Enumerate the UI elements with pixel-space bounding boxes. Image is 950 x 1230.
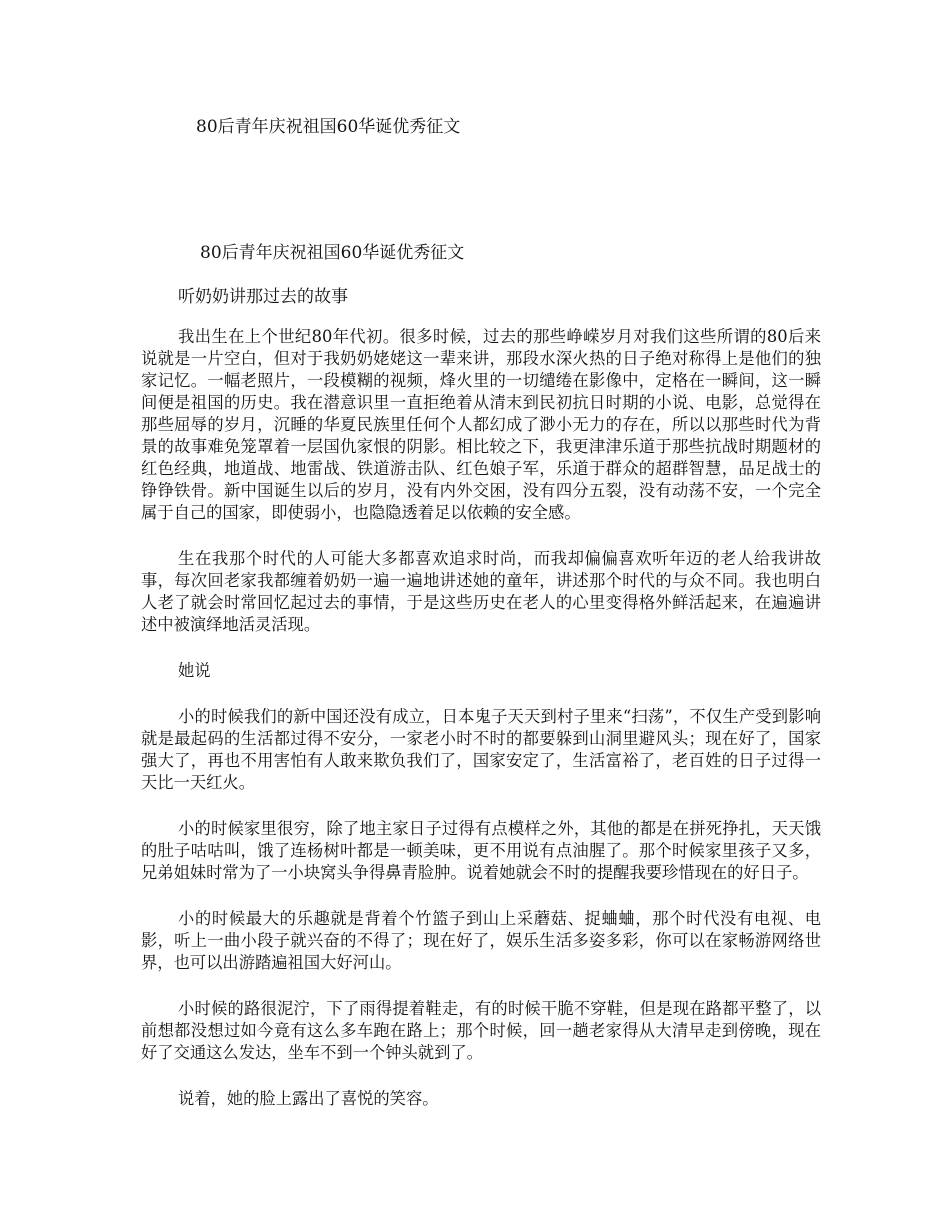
- document-title: 80后青年庆祝祖国60华诞优秀征文: [196, 117, 461, 137]
- paragraph: 生在我那个时代的人可能大多都喜欢追求时尚，而我却偏偏喜欢听年迈的老人给我讲故事，每次回老家我都缠着奶奶一遍一遍地讲述她的童年，讲述那个时代的与众不同。我也明白人老了就会时常回忆起过去的事情，于是这些历史在老人的心里变得格外鲜活起来，在遍遍讲述中被演绎地活灵活现。: [141, 549, 821, 634]
- document-heading: 80后青年庆祝祖国60华诞优秀征文: [200, 243, 465, 263]
- paragraph: 小的时候最大的乐趣就是背着个竹篮子到山上采蘑菇、捉蛐蛐，那个时代没有电视、电影，听上一曲小段子就兴奋的不得了；现在好了，娱乐生活多姿多彩，你可以在家畅游网络世界，也可以出游踏遍祖国大好河山。: [141, 909, 821, 972]
- paragraph: 小的时候我们的新中国还没有成立，日本鬼子天天到村子里来“扫荡”，不仅生产受到影响就是最起码的生活都过得不安分，一家老小时不时的都要躲到山洞里避风头；现在好了，国家强大了，再也不用害怕有人敢来欺负我们了，国家安定了，生活富裕了，老百姓的日子过得一天比一天红火。: [141, 707, 821, 792]
- paragraph: 小的时候家里很穷，除了地主家日子过得有点模样之外，其他的都是在拼死挣扎，天天饿的肚子咕咕叫，饿了连杨树叶都是一顿美味，更不用说有点油腥了。那个时候家里孩子又多，兄弟姐妹时常为了一小块窝头争得鼻青脸肿。说着她就会不时的提醒我要珍惜现在的好日子。: [141, 819, 821, 882]
- paragraph: 我出生在上个世纪80年代初。很多时候，过去的那些峥嵘岁月对我们这些所谓的80后来说就是一片空白，但对于我奶奶姥姥这一辈来讲，那段水深火热的日子绝对称得上是他们的独家记忆。一幅老照片，一段模糊的视频，烽火里的一切缱绻在影像中，定格在一瞬间，这一瞬间便是祖国的历史。我在潜意识里一直拒绝着从清末到民初抗日时期的小说、电影，总觉得在那些屈辱的岁月，沉睡的华夏民族里任何个人都幻成了渺小无力的存在，所以以那些时代为背景的故事难免笼罩着一层国仇家恨的阴影。相比较之下，我更津津乐道于那些抗战时期题材的红色经典，地道战、地雷战、铁道游击队、红色娘子军，乐道于群众的超群智慧，品足战士的铮铮铁骨。新中国诞生以后的岁月，没有内外交困，没有四分五裂，没有动荡不安，一个完全属于自己的国家，即使弱小，也隐隐透着足以依赖的安全感。: [141, 327, 821, 522]
- article-body: [141, 326, 821, 1134]
- paragraph: 小时候的路很泥泞，下了雨得提着鞋走，有的时候干脆不穿鞋，但是现在路都平整了，以前想都没想过如今竟有这么多车跑在路上；那个时候，回一趟老家得从大清早走到傍晚，现在好了交通这么发达，坐车不到一个钟头就到了。: [141, 999, 821, 1062]
- article-subtitle: 听奶奶讲那过去的故事: [178, 287, 348, 307]
- paragraph: 说着，她的脸上露出了喜悦的笑容。: [178, 1089, 439, 1108]
- paragraph: 她说: [178, 661, 211, 680]
